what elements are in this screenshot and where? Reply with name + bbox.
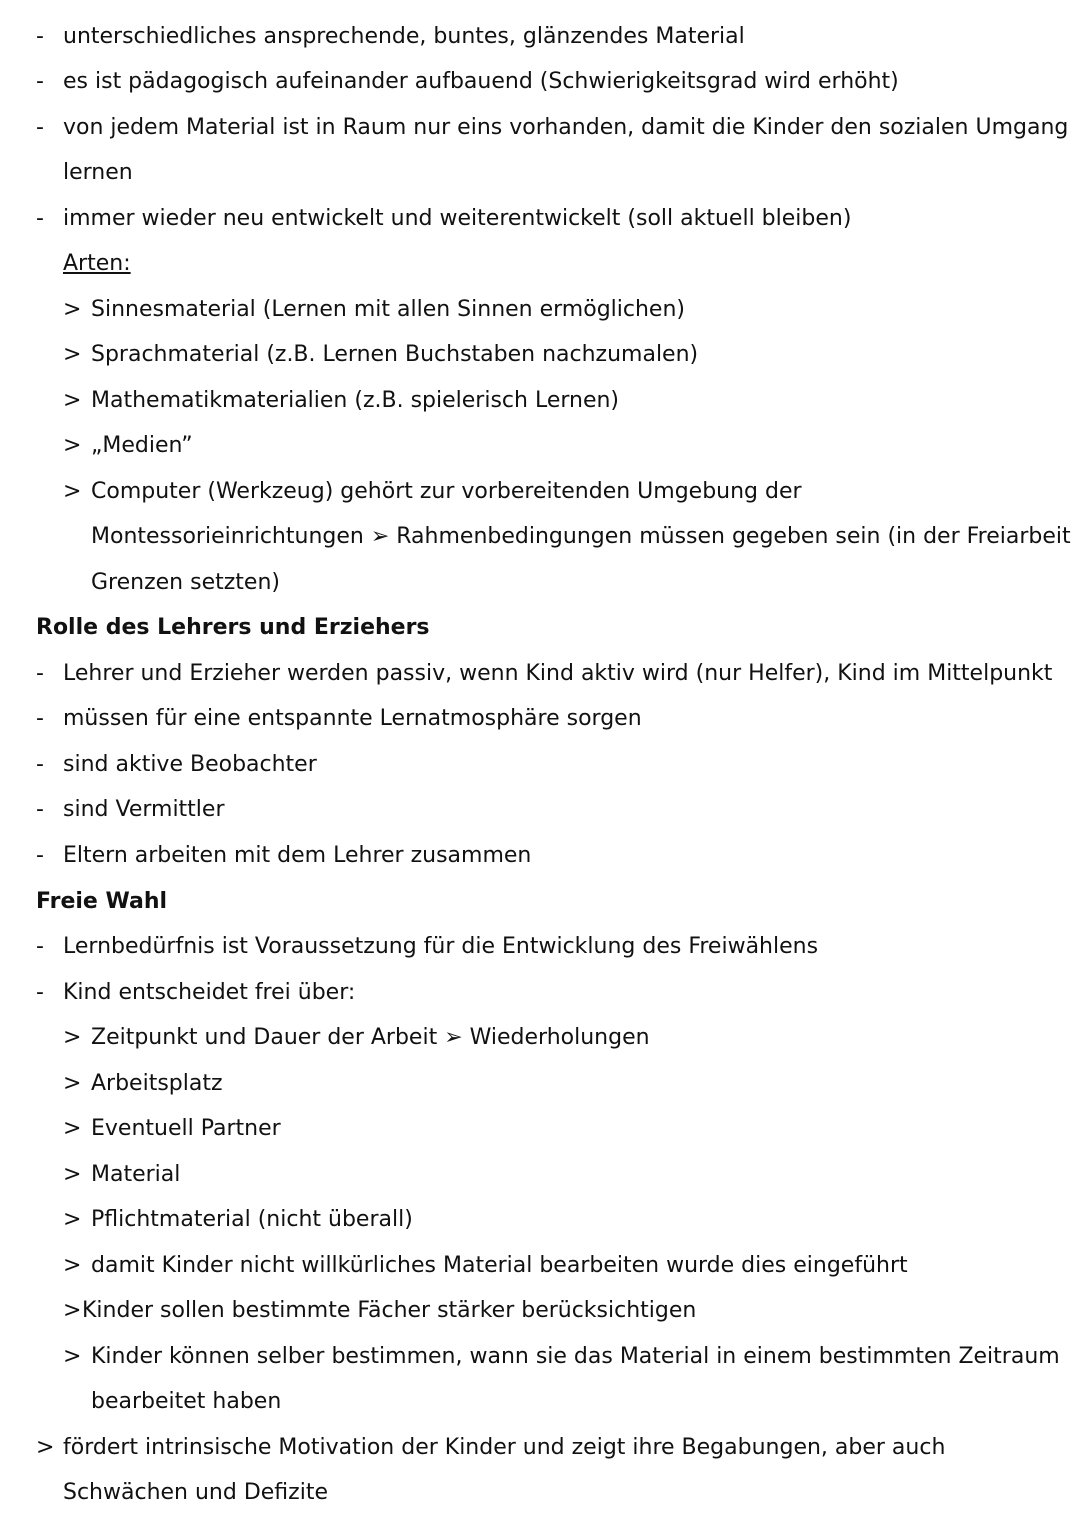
chevron-icon: > [63, 1116, 82, 1141]
heading-rolle: Rolle des Lehrers und Erziehers [36, 615, 430, 640]
chevron-icon: > [63, 1253, 82, 1278]
list-item-text: Material [91, 1162, 181, 1187]
arten-label: Arten: [63, 251, 131, 276]
chevron-icon: > [63, 479, 82, 504]
list-item-text: Kinder können selber bestimmen, wann sie das Material in einem bestimmten Zeitraum [91, 1344, 1060, 1369]
list-item-text: sind Vermittler [63, 797, 225, 822]
list-item-text: damit Kinder nicht willkürliches Material bearbeiten wurde dies eingeführt [91, 1253, 908, 1278]
list-item-text: Grenzen setzten) [91, 570, 280, 595]
dash-bullet: - [36, 206, 44, 231]
dash-bullet: - [36, 706, 44, 731]
dash-bullet: - [36, 115, 44, 140]
chevron-icon: > [63, 297, 82, 322]
list-item-text: Kinder sollen bestimmte Fächer stärker berücksichtigen [82, 1298, 697, 1323]
list-item-text: sind aktive Beobachter [63, 752, 317, 777]
heading-freie-wahl: Freie Wahl [36, 889, 168, 914]
list-item-text: Lehrer und Erzieher werden passiv, wenn Kind aktiv wird (nur Helfer), Kind im Mittelpunkt [63, 661, 1053, 686]
list-item-text: Lernbedürfnis ist Voraussetzung für die Entwicklung des Freiwählens [63, 934, 819, 959]
list-item-text: Zeitpunkt und Dauer der Arbeit ➢ Wiederholungen [91, 1025, 650, 1050]
list-item-text: Kind entscheidet frei über: [63, 980, 356, 1005]
list-item-text: Sinnesmaterial (Lernen mit allen Sinnen ermöglichen) [91, 297, 685, 322]
list-item-text: Sprachmaterial (z.B. Lernen Buchstaben nachzumalen) [91, 342, 699, 367]
dash-bullet: - [36, 797, 44, 822]
list-item-text: müssen für eine entspannte Lernatmosphäre sorgen [63, 706, 642, 731]
list-item-text: Arbeitsplatz [91, 1071, 223, 1096]
chevron-icon: > [63, 1071, 82, 1096]
list-item-text: Eventuell Partner [91, 1116, 281, 1141]
dash-bullet: - [36, 934, 44, 959]
chevron-icon: > [63, 1025, 82, 1050]
list-item-text: Mathematikmaterialien (z.B. spielerisch Lernen) [91, 388, 620, 413]
chevron-icon: > [36, 1435, 55, 1460]
dash-bullet: - [36, 661, 44, 686]
list-item-text: lernen [63, 160, 133, 185]
list-item-text: Pflichtmaterial (nicht überall) [91, 1207, 413, 1232]
dash-bullet: - [36, 843, 44, 868]
chevron-icon: > [63, 1207, 82, 1232]
chevron-icon: > [63, 433, 82, 458]
list-item-text: fördert intrinsische Motivation der Kinder und zeigt ihre Begabungen, aber auch [63, 1435, 946, 1460]
list-item-text: Schwächen und Defizite [63, 1480, 328, 1505]
list-item-text: unterschiedliches ansprechende, buntes, glänzendes Material [63, 24, 745, 49]
chevron-icon: > [63, 1162, 82, 1187]
dash-bullet: - [36, 69, 44, 94]
list-item-text: „Medien” [91, 433, 193, 458]
chevron-icon: > [63, 342, 82, 367]
list-item-text: es ist pädagogisch aufeinander aufbauend (Schwierigkeitsgrad wird erhöht) [63, 69, 899, 94]
chevron-icon: > [63, 388, 82, 413]
dash-bullet: - [36, 24, 44, 49]
list-item-text: Eltern arbeiten mit dem Lehrer zusammen [63, 843, 532, 868]
dash-bullet: - [36, 752, 44, 777]
chevron-icon: > [63, 1298, 82, 1323]
list-item-text: immer wieder neu entwickelt und weiterentwickelt (soll aktuell bleiben) [63, 206, 852, 231]
chevron-icon: > [63, 1344, 82, 1369]
list-item-text: Montessorieinrichtungen ➢ Rahmenbedingungen müssen gegeben sein (in der Freiarbeit [91, 524, 1071, 549]
list-item-text: bearbeitet haben [91, 1389, 282, 1414]
list-item-text: von jedem Material ist in Raum nur eins vorhanden, damit die Kinder den sozialen Umgang [63, 115, 1069, 140]
dash-bullet: - [36, 980, 44, 1005]
list-item-text: Computer (Werkzeug) gehört zur vorbereitenden Umgebung der [91, 479, 802, 504]
